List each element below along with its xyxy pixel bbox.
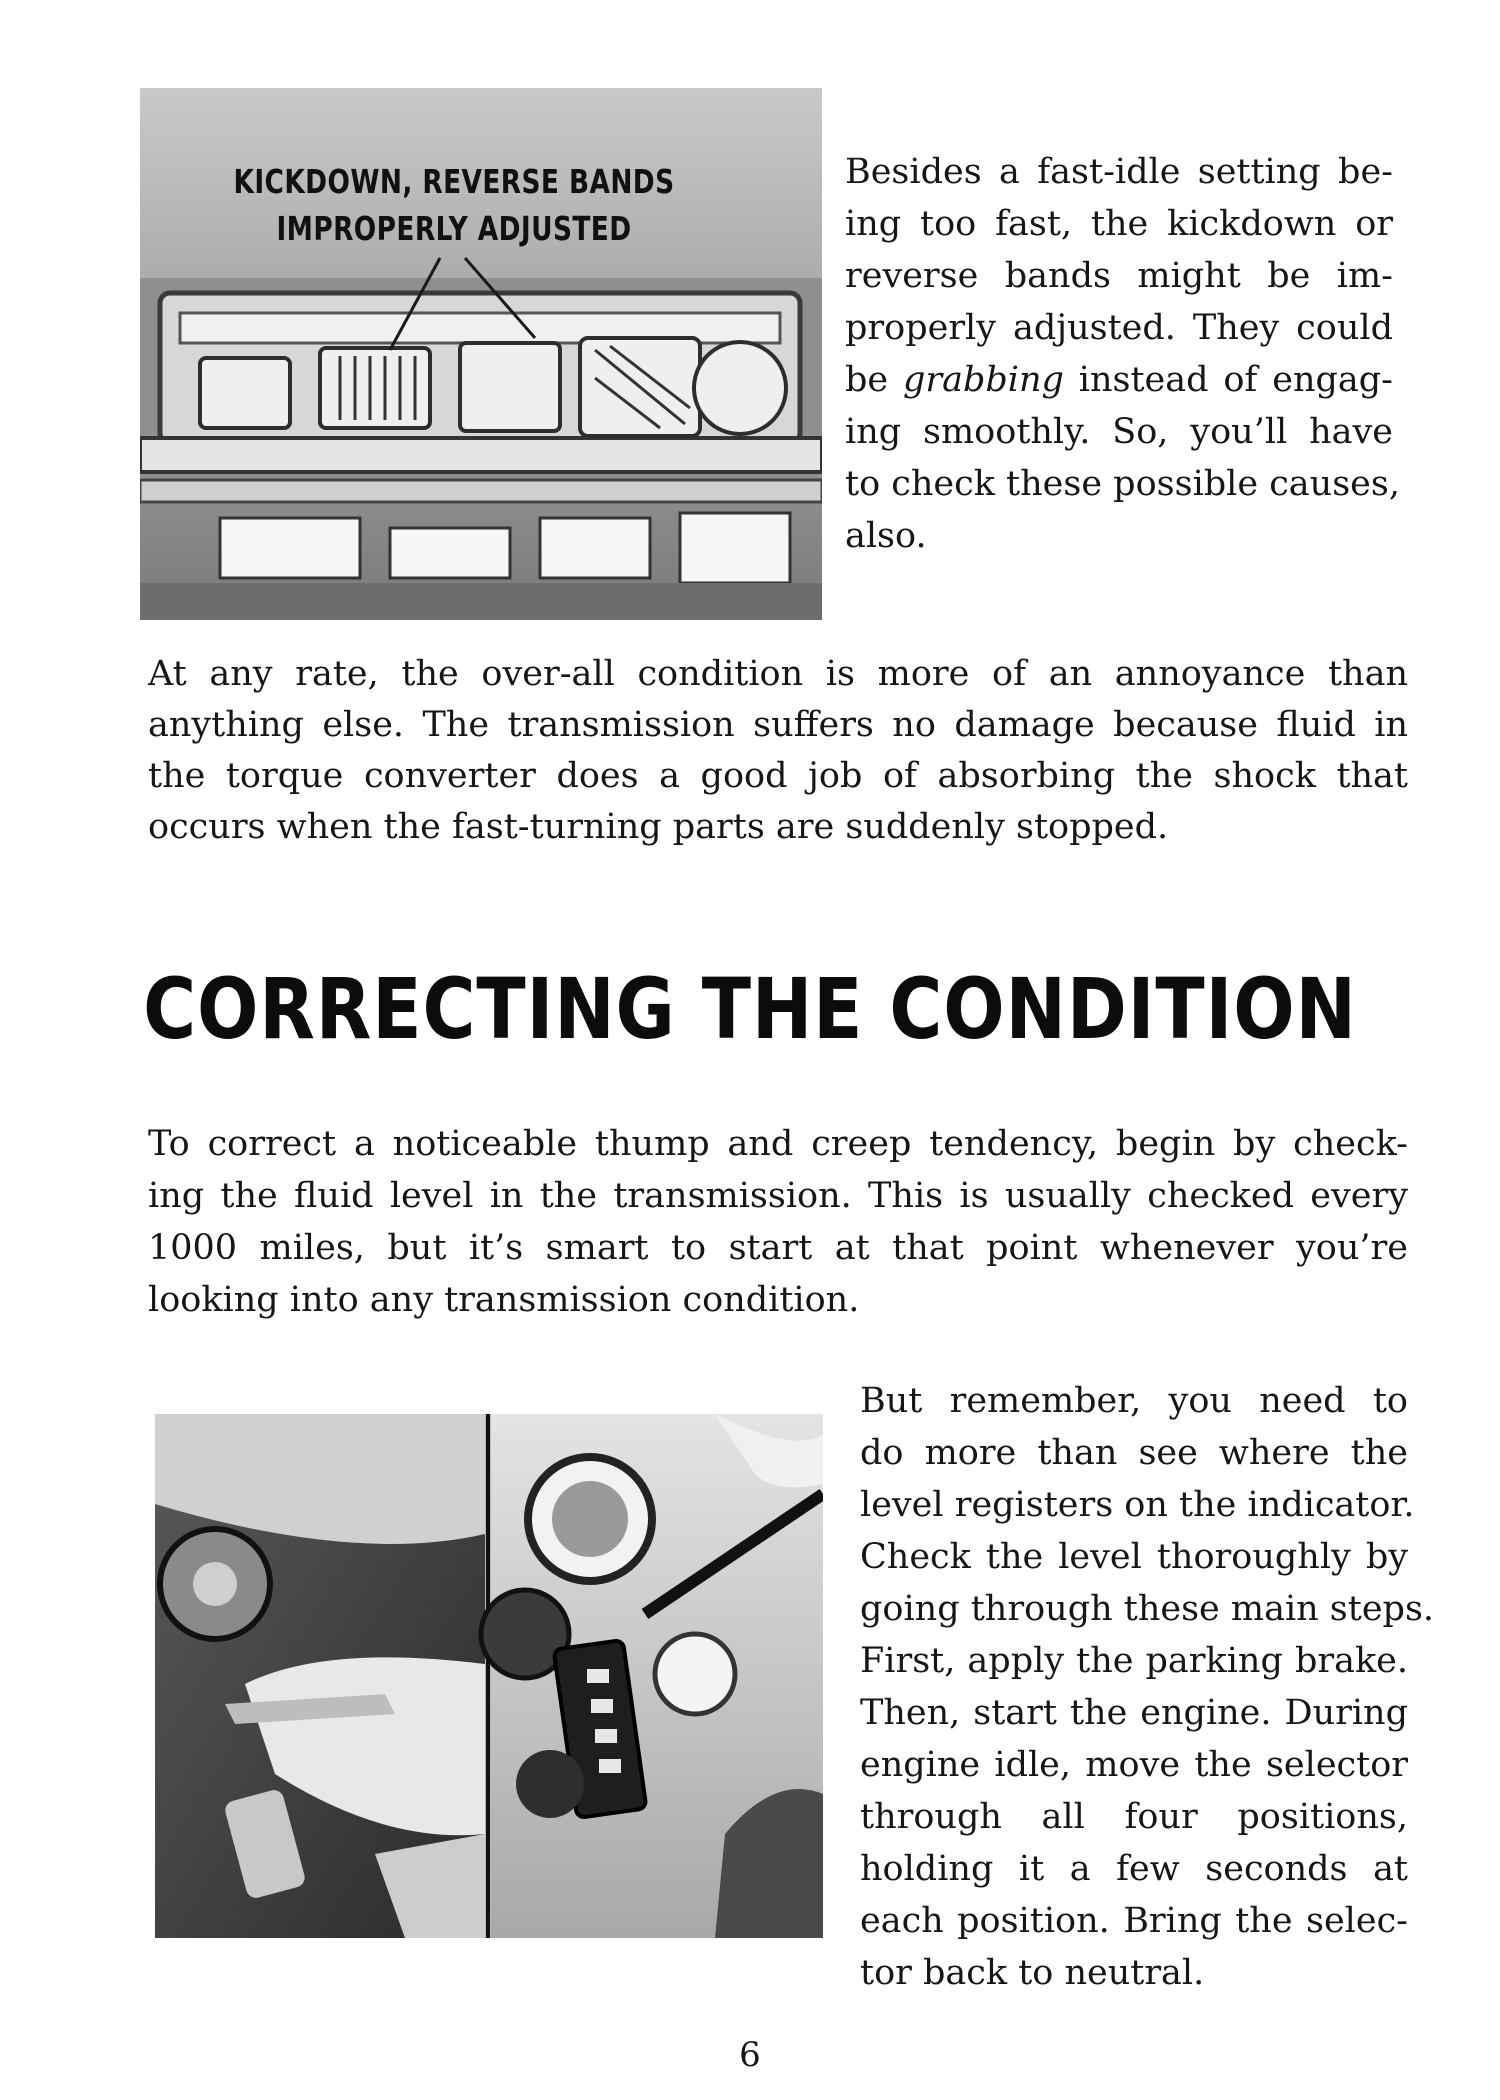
text-line: do more than see where the bbox=[860, 1433, 1408, 1473]
text-line: ing smoothly. So, you’ll have bbox=[845, 412, 1393, 452]
text-line: Check the level thoroughly by bbox=[860, 1537, 1408, 1577]
text-line: occurs when the fast-turning parts are suddenly stopped. bbox=[148, 807, 1169, 847]
text-line-emphasis: be grabbing instead of engag- bbox=[845, 360, 1393, 400]
text-line: each position. Bring the selec- bbox=[860, 1901, 1408, 1941]
text-line: the torque converter does a good job of absorbing the shock that bbox=[148, 756, 1408, 796]
text-line: ing the fluid level in the transmission. This is usually checked every bbox=[148, 1176, 1408, 1216]
text-line: 1000 miles, but it’s smart to start at that point whenever you’re bbox=[148, 1228, 1408, 1268]
text-line: properly adjusted. They could bbox=[845, 308, 1393, 348]
text-line: looking into any transmission condition. bbox=[148, 1280, 860, 1320]
text-line: But remember, you need to bbox=[860, 1381, 1408, 1421]
text-line: Besides a fast-idle setting be- bbox=[845, 152, 1393, 192]
text-line: At any rate, the over-all condition is more of an annoyance than bbox=[148, 654, 1408, 694]
text-line: ing too fast, the kickdown or bbox=[845, 204, 1393, 244]
text-line: engine idle, move the selector bbox=[860, 1745, 1408, 1785]
text-line: reverse bands might be im- bbox=[845, 256, 1393, 296]
text-line: anything else. The transmission suffers no damage because fluid in bbox=[148, 705, 1408, 745]
page-number: 6 bbox=[739, 2035, 761, 2075]
text-line: level registers on the indicator. bbox=[860, 1485, 1415, 1525]
text-line: going through these main steps. bbox=[860, 1589, 1435, 1629]
side-paragraph-check-level bbox=[860, 1375, 1435, 1999]
text-line: holding it a few seconds at bbox=[860, 1849, 1408, 1889]
text-line: To correct a noticeable thump and creep tendency, begin by check- bbox=[148, 1124, 1408, 1164]
dashboard-illustration bbox=[155, 1414, 823, 1938]
figure-callout bbox=[230, 158, 678, 252]
transmission-cutaway-photo bbox=[140, 88, 822, 620]
emphasis-word: grabbing bbox=[902, 360, 1064, 400]
side-paragraph-bands bbox=[845, 146, 1400, 562]
paragraph-correct-thump bbox=[148, 1118, 1408, 1326]
paragraph-annoyance bbox=[148, 649, 1408, 853]
text-line: through all four positions, bbox=[860, 1797, 1408, 1837]
text-line: also. bbox=[845, 516, 927, 556]
text-line: to check these possible causes, bbox=[845, 464, 1400, 504]
callout-line-1: KICKDOWN, REVERSE BANDS bbox=[233, 162, 675, 201]
section-heading: CORRECTING THE CONDITION bbox=[143, 960, 1357, 1058]
callout-line-2: IMPROPERLY ADJUSTED bbox=[276, 209, 632, 248]
text-line: Then, start the engine. During bbox=[860, 1693, 1408, 1733]
text-line: tor back to neutral. bbox=[860, 1953, 1205, 1993]
dashboard-selector-photo bbox=[155, 1414, 823, 1938]
text-line: First, apply the parking brake. bbox=[860, 1641, 1408, 1681]
